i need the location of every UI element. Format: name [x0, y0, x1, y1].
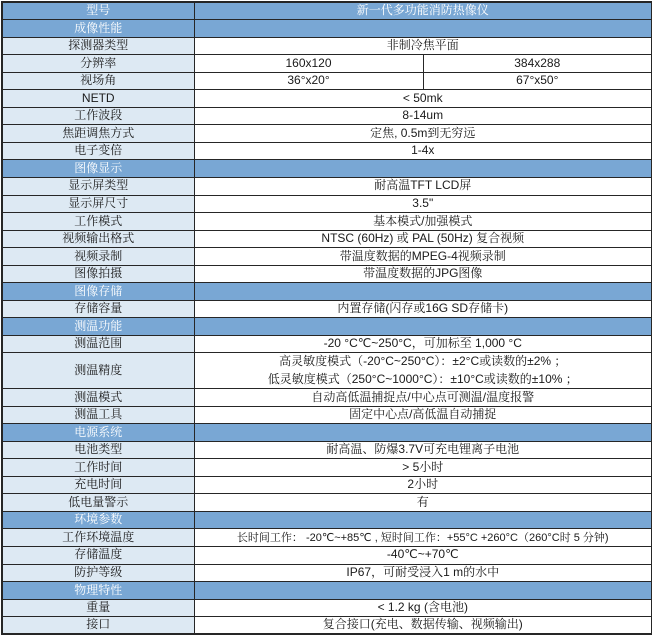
spec-label: 低电量警示 — [2, 494, 194, 512]
spec-row — [2, 441, 652, 459]
spec-label: 显示屏类型 — [2, 177, 194, 195]
spec-row — [2, 476, 652, 494]
spec-value: 非制冷焦平面 — [194, 37, 652, 55]
section-header-row — [2, 424, 652, 442]
section-empty-cell — [194, 511, 652, 529]
spec-row — [2, 177, 652, 195]
spec-value: 耐高温TFT LCD屏 — [194, 177, 652, 195]
spec-value: < 50mk — [194, 90, 652, 108]
section-empty-cell — [194, 582, 652, 600]
spec-row — [2, 72, 652, 90]
spec-value: -20 °C℃~250°C，可加标至 1,000 °C — [194, 335, 652, 353]
spec-row — [2, 37, 652, 55]
spec-row — [2, 265, 652, 283]
spec-label: 工作模式 — [2, 213, 194, 231]
spec-label: 探测器类型 — [2, 37, 194, 55]
spec-row — [2, 546, 652, 564]
spec-label: 充电时间 — [2, 476, 194, 494]
spec-label: 电池类型 — [2, 441, 194, 459]
spec-value: 长时间工作： -20℃~+85℃ , 短时间工作：+55°C +260°C（260°C时 5 分钟) — [194, 529, 652, 547]
spec-value: 新一代多功能消防热像仪 — [194, 2, 652, 20]
spec-label: 工作时间 — [2, 459, 194, 477]
spec-value: 3.5" — [194, 195, 652, 213]
spec-row — [2, 213, 652, 231]
spec-row — [2, 125, 652, 143]
spec-value — [194, 353, 652, 389]
section-title: 物理特性 — [2, 582, 194, 600]
spec-label: 测温工具 — [2, 406, 194, 424]
spec-value: 内置存储(闪存或16G SD存储卡) — [194, 300, 652, 318]
spec-value: 定焦, 0.5m到无穷远 — [194, 125, 652, 143]
spec-label: 电子变倍 — [2, 142, 194, 160]
spec-value: 复合接口(充电、数据传输、视频输出) — [194, 617, 652, 635]
spec-row — [2, 107, 652, 125]
spec-label: 型号 — [2, 2, 194, 20]
spec-label: 测温精度 — [2, 353, 194, 389]
spec-label: 接口 — [2, 617, 194, 635]
spec-label: 图像拍摄 — [2, 265, 194, 283]
spec-value: 自动高低温捕捉点/中心点可测温/温度报警 — [194, 389, 652, 407]
spec-value: > 5小时 — [194, 459, 652, 477]
spec-value: 2小时 — [194, 476, 652, 494]
spec-value-line: 高灵敏度模式（-20°C~250°C）：±2°C或读数的±2% ； — [279, 354, 567, 369]
section-title: 图像存储 — [2, 283, 194, 301]
section-title: 测温功能 — [2, 318, 194, 336]
spec-value: 160x120 — [194, 55, 423, 73]
spec-value: 有 — [194, 494, 652, 512]
section-title: 环境参数 — [2, 511, 194, 529]
spec-row — [2, 335, 652, 353]
spec-value: 耐高温、防爆3.7V可充电锂离子电池 — [194, 441, 652, 459]
spec-value: 36°x20° — [194, 72, 423, 90]
section-empty-cell — [194, 160, 652, 178]
section-title: 电源系统 — [2, 424, 194, 442]
spec-label: 存储容量 — [2, 300, 194, 318]
section-title: 成像性能 — [2, 20, 194, 38]
spec-row — [2, 90, 652, 108]
spec-value-line: 低灵敏度模式（250°C~1000°C）：±10°C或读数的±10% ； — [267, 371, 578, 386]
spec-label: 存储温度 — [2, 546, 194, 564]
spec-row — [2, 406, 652, 424]
spec-value: 带温度数据的JPG图像 — [194, 265, 652, 283]
section-empty-cell — [194, 283, 652, 301]
spec-value: 8-14um — [194, 107, 652, 125]
spec-row — [2, 195, 652, 213]
spec-label: 焦距调焦方式 — [2, 125, 194, 143]
spec-row — [2, 142, 652, 160]
spec-label: 测温范围 — [2, 335, 194, 353]
model-header-row — [2, 2, 652, 20]
spec-row — [2, 529, 652, 547]
section-empty-cell — [194, 20, 652, 38]
spec-value: 384x288 — [423, 55, 652, 73]
spec-label: 显示屏尺寸 — [2, 195, 194, 213]
spec-value: 固定中心点/高低温自动捕捉 — [194, 406, 652, 424]
section-header-row — [2, 160, 652, 178]
spec-label: 工作波段 — [2, 107, 194, 125]
spec-label: NETD — [2, 90, 194, 108]
spec-table — [1, 1, 652, 635]
section-header-row — [2, 283, 652, 301]
section-empty-cell — [194, 424, 652, 442]
section-title: 图像显示 — [2, 160, 194, 178]
spec-label: 测温模式 — [2, 389, 194, 407]
spec-value: NTSC (60Hz) 或 PAL (50Hz) 复合视频 — [194, 230, 652, 248]
spec-label: 分辨率 — [2, 55, 194, 73]
spec-row — [2, 494, 652, 512]
spec-row — [2, 300, 652, 318]
spec-label: 视频输出格式 — [2, 230, 194, 248]
spec-value: 带温度数据的MPEG-4视频录制 — [194, 248, 652, 266]
section-header-row — [2, 582, 652, 600]
spec-value: IP67，可耐受浸入1 m的水中 — [194, 564, 652, 582]
spec-row — [2, 353, 652, 389]
spec-value: -40℃~+70℃ — [194, 546, 652, 564]
spec-table-body — [2, 2, 652, 634]
spec-row — [2, 617, 652, 635]
spec-row — [2, 599, 652, 617]
spec-label: 视频录制 — [2, 248, 194, 266]
spec-label: 工作环境温度 — [2, 529, 194, 547]
spec-row — [2, 389, 652, 407]
spec-row — [2, 248, 652, 266]
spec-label: 防护等级 — [2, 564, 194, 582]
section-header-row — [2, 318, 652, 336]
spec-value: 基本模式/加强模式 — [194, 213, 652, 231]
spec-label: 重量 — [2, 599, 194, 617]
spec-value: < 1.2 kg (含电池) — [194, 599, 652, 617]
spec-label: 视场角 — [2, 72, 194, 90]
spec-row — [2, 230, 652, 248]
spec-value: 1-4x — [194, 142, 652, 160]
section-header-row — [2, 20, 652, 38]
section-empty-cell — [194, 318, 652, 336]
spec-row — [2, 564, 652, 582]
section-header-row — [2, 511, 652, 529]
spec-value: 67°x50° — [423, 72, 652, 90]
spec-row — [2, 459, 652, 477]
spec-row — [2, 55, 652, 73]
